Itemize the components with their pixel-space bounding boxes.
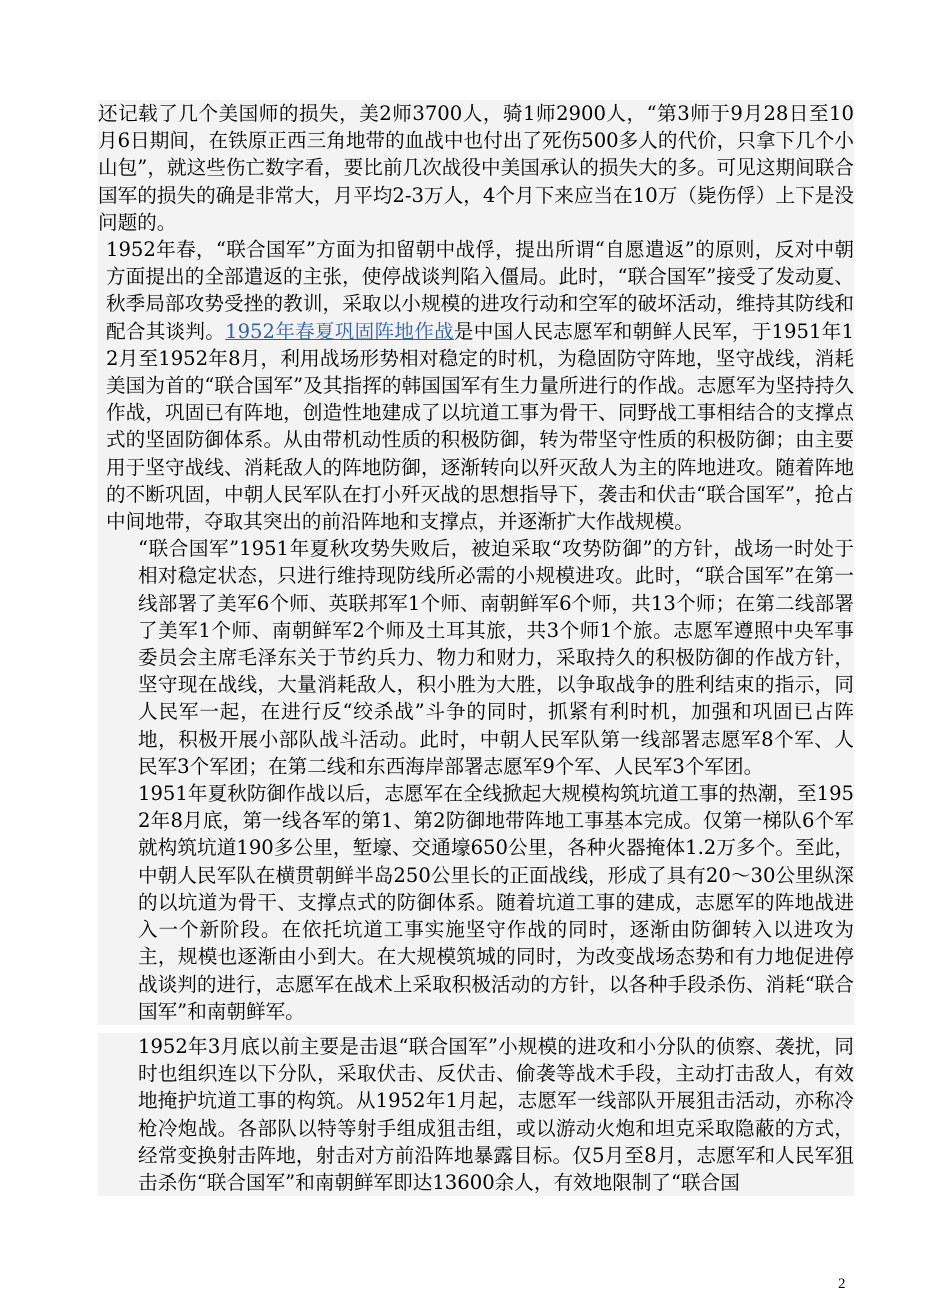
paragraph-text: 是中国人民志愿军和朝鲜人民军，于1951年12月至1952年8月，利用战场形势相对稳定的时机，为稳固防守阵地，坚守战线，消耗美国为首的“联合国军”及其指挥的韩国国军有生力量所进行的作战。志愿军为坚持持久作战，巩固已有阵地，创造性地建成了以坑道工事为骨干、同野战工事相结合的支撑点式的坚固防御体系。从由带机动性质的积极防御，转为带坚守性质的积极防御；由主要用于坚守战线、消耗敌人的阵地防御，逐渐转向以歼灭敌人为主的阵地进攻。随着阵地的不断巩固，中朝人民军队在打小歼灭战的思想指导下，袭击和伏击“联合国军”，抢占中间地带，夺取其突出的前沿阵地和支撑点，并逐渐扩大作战规模。 [106, 319, 854, 534]
paragraph-text: 还记载了几个美国师的损失，美2师3700人，骑1师2900人，“第3师于9月28日至10月6日期间，在铁原正西三角地带的血战中也付出了死伤500多人的代价，只拿下几个小山包”，就这些伤亡数字看，要比前几次战役中美国承认的损失大的多。可见这期间联合国军的损失的确是非常大，月平均2-3万人，4个月下来应当在10万（毙伤俘）上下是没问题的。 [98, 102, 854, 234]
paragraph-tunnel-works [98, 780, 854, 1025]
paragraph-text: 1952年3月底以前主要是击退“联合国军”小规模的进攻和小分队的侦察、袭扰，同时也组织连以下分队，采取伏击、反伏击、偷袭等战术手段，主动打击敌人，有效地掩护坑道工事的构筑。从1952年1月起，志愿军一线部队开展狙击活动，亦称冷枪冷炮战。各部队以特等射手组成狙击组，或以游动火炮和坦克采取隐蔽的方式，经常变换射击阵地，射击对方前沿阵地暴露目标。仅5月至8月，志愿军和人民军狙击杀伤“联合国军”和南朝鲜军即达13600余人，有效地限制了“联合国 [138, 1034, 854, 1194]
paragraph-text: 1951年夏秋防御作战以后，志愿军在全线掀起大规模构筑坑道工事的热潮，至1952年8月底，第一线各军的第1、第2防御地带阵地工事基本完成。仅第一梯队6个军就构筑坑道190多公里，堑壕、交通壕650公里，各种火器掩体1.2万多个。至此，中朝人民军队在横贯朝鲜半岛250公里长的正面战线，形成了具有20～30公里纵深的以坑道为骨干、支撑点式的防御体系。随着坑道工事的建成，志愿军的阵地战进入一个新阶段。在依托坑道工事实施坚守作战的同时，逐渐由防御转入以进攻为主，规模也逐渐由小到大。在大规模筑城的同时，为改变战场态势和有力地促进停战谈判的进行，志愿军在战术上采取积极活动的方针，以各种手段杀伤、消耗“联合国军”和南朝鲜军。 [138, 782, 854, 1023]
paragraph-un-defensive-stance [98, 535, 854, 780]
paragraph-text: 1952年春，“联合国军”方面为扣留朝中战俘，提出所谓“自愿遣返”的原则，反对中朝方面提出的全部遣返的主张，使停战谈判陷入僵局。此时，“联合国军”接受了发动夏、秋季局部攻势受挫的教训，采取以小规模的进攻行动和空军的破坏活动，维持其防线和配合其谈判。 [106, 238, 854, 343]
page-number: 2 [838, 1276, 846, 1292]
link-1952-spring-summer-operation[interactable]: 1952年春夏巩固阵地作战 [225, 319, 454, 343]
paragraph-text: “联合国军”1951年夏秋攻势失败后，被迫采取“攻势防御”的方针，战场一时处于相对稳定状态，只进行维持现防线所必需的小规模进攻。此时，“联合国军”在第一线部署了美军6个师、英联邦军1个师、南朝鲜军6个师，共13个师；在第二线部署了美军1个师、南朝鲜军2个师及土耳其旅，共3个师1个旅。志愿军遵照中央军事委员会主席毛泽东关于节约兵力、物力和财力，采取持久的积极防御的作战方针，坚守现在战线，大量消耗敌人，积小胜为大胜，以争取战争的胜利结束的指示，同人民军一起，在进行反“绞杀战”斗争的同时，抓紧有利时机，加强和巩固已占阵地，积极开展小部队战斗活动。此时，中朝人民军队第一线部署志愿军8个军、人民军3个军团；在第二线和东西海岸部署志愿军9个军、人民军3个军团。 [138, 537, 854, 778]
paragraph-sniper-activity [98, 1033, 854, 1196]
paragraph-casualties [98, 100, 854, 236]
document-body [98, 100, 854, 1196]
paragraph-spring-1952 [98, 236, 854, 535]
